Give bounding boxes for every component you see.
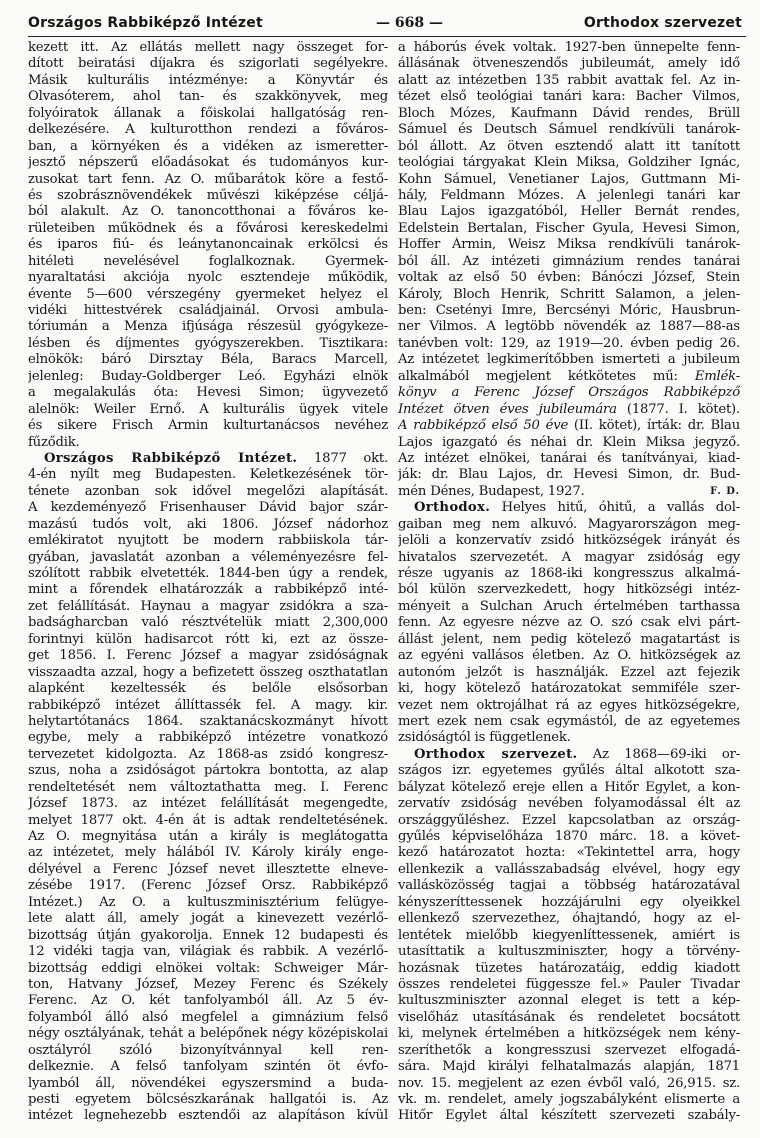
- right-column-line: állást jelent, nem pedig kötelező magatartást is: [398, 631, 740, 647]
- left-column-line: és iparos fiú- és leánytanoncainak erkölcsi és: [28, 237, 388, 253]
- right-column-line: a háborús évek voltak. 1927-ben ünnepelte fenn-: [398, 40, 740, 55]
- header-right-title: Orthodox szervezet: [583, 15, 742, 31]
- right-column-line: kező határozatot hozta: «Tekintettel arra, hogy: [398, 845, 740, 861]
- author-signature: F. D.: [710, 485, 740, 497]
- right-column-line: kultuszminiszter azonnal eleget is tett a kép-: [398, 993, 740, 1009]
- right-column-line: vezet nem oktrojálhat rá az egyes hitközségekre,: [398, 697, 740, 713]
- left-column-line: lyamból áll, növendékei egyszersmind a buda-: [28, 1075, 388, 1091]
- left-column-line: badságharcban való résztvételük miatt 2,300,000: [28, 615, 388, 631]
- left-column-line: pesti egyetem bölcsészkarának hallgatói is. Az: [28, 1092, 388, 1107]
- right-column-line: Hoffer Ármin, Weisz Miksa rendkívüli tanárok-: [398, 237, 740, 253]
- right-column-line: Edelstein Bertalan, Fischer Gyula, Hevesi Simon,: [398, 220, 740, 236]
- left-column-line: dított beiratási díjakra és szigorlati segélyekre.: [28, 56, 388, 72]
- right-column-line: bályzat kötelező ereje ellen a Hitőr Egylet, a kon-: [398, 779, 740, 795]
- right-column-line: Sámuel és Deutsch Sámuel rendkívüli tanárok-: [398, 122, 740, 138]
- left-column-line: bizottság eddigi elnökei voltak: Schweiger Már-: [28, 960, 388, 976]
- right-column-line: állásának ötveneszendős jubileumát, amely idő: [398, 56, 740, 72]
- left-column-line: Intézet.) Az O. a kultuszminisztérium felügye-: [28, 894, 388, 910]
- right-column-line: utasíttatik a kultuszminiszter, hogy a törvény-: [398, 944, 740, 960]
- right-column-line: ból külön szervezkedett, hogy hitközségi intéz-: [398, 582, 740, 598]
- left-column-line: elnökök: báró Dirsztay Béla, Baracs Marcell,: [28, 352, 388, 368]
- right-column-line: viselőház utasításának és rendeletet bocsátott: [398, 1009, 740, 1025]
- right-column-line: vallásközösség tagjai a többség határozatával: [398, 878, 740, 894]
- left-column-line: ton, Hatvany József, Mezey Ferenc és Székely: [28, 976, 388, 992]
- left-column-line: folyóiratok állanak a főiskolai hallgatóság ren-: [28, 105, 388, 121]
- left-column-line: zésébe 1917. (Ferenc József Orsz. Rabbiképző: [28, 878, 388, 894]
- right-column-line: Lajos igazgató és néhai dr. Klein Miksa jegyző.: [398, 434, 740, 450]
- right-column-line: gaiban meg nem alkuvó. Magyarországon meg-: [398, 516, 740, 532]
- right-column-line: voltak az első 50 évben: Bánóczi József, Stein: [398, 270, 740, 286]
- right-column-line: Hitőr Egylet által készített szervezeti szabály-: [398, 1108, 740, 1124]
- left-column-line: mint a főrendek elhatározzák a rabbiképző inté-: [28, 582, 388, 598]
- right-column-line: hály, Feldmann Mózes. A jelenlegi tanári kar: [398, 187, 740, 203]
- left-column-line: delkezésére. A kulturotthon rendezi a főváros-: [28, 122, 388, 138]
- right-column-line: gyűlés képviselőháza 1870 márc. 18. a követ-: [398, 829, 740, 844]
- left-column-line: és szobrásznövendékek művészi kiképzése céljá-: [28, 187, 388, 203]
- left-column-line: zet felállítását. Haynau a magyar zsidókra a sza-: [28, 598, 388, 614]
- left-column-line: visszaadta azzal, hogy a befizetett összeg oszthatatlan: [28, 664, 388, 680]
- left-column-line: A kezdeményező Frisenhauser Dávid bajor szár-: [28, 500, 388, 516]
- right-column-line: ból állott. Az ötven esztendő alatt itt tanított: [398, 138, 740, 154]
- left-column-line: tervezetet kidolgozta. Az 1868-as zsidó kongresz-: [28, 746, 388, 762]
- left-column-line: folyamból álló alsó megfelel a gimnázium felső: [28, 1009, 388, 1025]
- right-column-line: alkalmából megjelent kétkötetes mű: Emlék-: [398, 368, 740, 384]
- right-column-line: mén Dénes, Budapest, 1927. F. D.: [398, 483, 740, 499]
- right-column-line: Blau Lajos igazgatóból, Heller Bernát rendes,: [398, 204, 740, 220]
- left-column-line: fűződik.: [28, 434, 80, 450]
- right-column-line: Az intézetet legkimerítőbben ismerteti a jubileum: [398, 352, 740, 368]
- right-column-line: zervatív zsidóság nevében folyamodással élt az: [398, 796, 740, 812]
- left-column-line: rendeltetését nem változtathatta meg. I. Ferenc: [28, 779, 388, 795]
- left-column-line: Az O. megnyitása után a király is meglátogatta: [28, 829, 388, 844]
- left-column-line: a megalakulás óta: Hevesi Simon; ügyvezető: [28, 385, 388, 401]
- left-column-line: egybe, mely a rabbiképző intézetre vonatkozó: [28, 730, 388, 746]
- right-column-line: A rabbiképző első 50 éve (II. kötet), írták: dr. Blau: [398, 418, 740, 434]
- right-column-line: az egyéni vallásos életben. Az O. hitközségek az: [398, 648, 740, 664]
- right-column-line: sára. Majd királyi felhatalmazás alapján, 1871: [398, 1059, 740, 1075]
- left-column-line: melyet 1877 okt. 4-én át is adtak rendeltetésének.: [28, 812, 388, 828]
- right-column-line: Orthodox. Helyes hitű, óhitű, a vallás dol-: [414, 500, 740, 516]
- right-column-line: hivatalos szervezetét. A magyar zsidóság egy: [398, 549, 740, 565]
- left-column-line: tóriumán a Menza ifjúsága részesül gyógykeze-: [28, 319, 388, 335]
- right-column-line: szágos izr. egyetemes gyűlés által alkotott sza-: [398, 763, 740, 779]
- left-column-line: zusokat tart fenn. Az O. műbarátok köre a festő-: [28, 171, 388, 187]
- right-column-line: lentétek mielőbb kiegyenlíttessenek, amiért is: [398, 927, 740, 943]
- left-column-line: 4-én nyílt meg Budapesten. Keletkezésének tör-: [28, 467, 388, 483]
- left-column: [28, 40, 388, 1125]
- right-column-line: Bloch Mózes, Kaufmann Dávid rendes, Brüll: [398, 105, 740, 121]
- left-column-line: szus, noha a zsidóságot pártokra bontotta, az alap: [28, 763, 388, 779]
- left-column-line: delkeznie. A felső tanfolyam szintén öt évfo-: [28, 1059, 388, 1075]
- right-column-line: könyv a Ferenc József Országos Rabbiképző: [398, 385, 740, 401]
- left-column-line: négy osztályának, tehát a belépőnek négy középiskolai: [28, 1026, 388, 1042]
- header-left-title: Országos Rabbiképző Intézet: [28, 15, 263, 31]
- left-column-line: alelnök: Weiler Ernő. A kulturális ügyek vitele: [28, 401, 388, 417]
- right-column-line: része ugyanis az 1868-iki kongresszus alkalmá-: [398, 566, 740, 581]
- right-column-line: tanévben volt: 129, az 1919—20. évben pedig 26.: [398, 335, 740, 351]
- left-column-line: ból alakult. Az O. tanoncotthonai a főváros ke-: [28, 204, 388, 220]
- left-column-line: lete alatt áll, amely jogát a kinevezett vezérlő-: [28, 911, 388, 927]
- right-column-line: autonóm jelzőt is használják. Ezzel azt fejezik: [398, 664, 740, 680]
- right-column-line: szeríthetők a kongresszusi szervezet elfogadá-: [398, 1042, 740, 1058]
- left-column-line: osztályról szóló bizonyítvánnyal kell ren-: [28, 1042, 388, 1058]
- right-column-line: hozásnak tüzetes határozatáig, eddig kiadott: [398, 960, 740, 976]
- left-column-line: get 1856. I. Ferenc József a magyar zsidóságnak: [28, 648, 388, 664]
- right-column-line: ben: Csetényi Imre, Bercsényi Móric, Hausbrun-: [398, 303, 740, 318]
- right-column-line: ellenkezik a vallásszabadság elvével, hogy egy: [398, 861, 740, 877]
- left-column-line: évente 5—600 vérszegény gyermeket helyez el: [28, 286, 388, 302]
- left-column-line: József 1873. az intézet felállítását megengedte,: [28, 796, 388, 812]
- left-column-line: emlékiratot nyujtott be modern rabbiiskola tár-: [28, 533, 388, 549]
- left-column-line: délyével a Ferenc József nevet illesztette elneve-: [28, 861, 388, 877]
- left-column-line: és sikere Frisch Ármin kulturtanácsos nevéhez: [28, 418, 388, 434]
- right-column-line: ki, melynek értelmében a hitközségek nem kény-: [398, 1026, 740, 1042]
- left-column-line: kezett itt. Az ellátás mellett nagy összeget for-: [28, 40, 388, 55]
- left-column-line: bizottság útján gyakorolja. Ennek 12 budapesti és: [28, 927, 388, 943]
- left-column-line: jelenleg: Buday-Goldberger Leó. Egyházi elnök: [28, 368, 388, 384]
- right-column-line: ményeit a Sulchan Áruch értelmében tarthassa: [398, 598, 740, 614]
- left-column-line: Másik kulturális intézménye: a Könyvtár és: [28, 72, 388, 88]
- left-column-line: jesztő népszerű előadásokat és tudományos kur-: [28, 155, 388, 171]
- left-column-line: 12 vidéki tagja van, világiak és rabbik. A vezérlő-: [28, 944, 388, 960]
- left-column-line: rabbiképző intézet állíttassék fel. A magy. kir.: [28, 697, 388, 713]
- right-column-line: ellenkező szervezethez, óhajtandó, hogy az el-: [398, 911, 740, 927]
- left-column-line: Országos Rabbiképző Intézet. 1877 okt.: [44, 450, 388, 466]
- left-column-line: gyában, javaslatát azonban a véleményezésre fel-: [28, 549, 388, 565]
- left-column-line: mazású tudós volt, aki 1806. József nádorhoz: [28, 516, 388, 532]
- right-column-line: ner Vilmos. A legtöbb növendék az 1887—88-as: [398, 319, 740, 335]
- left-column-line: hitéleti nevelésével foglalkoznak. Gyermek-: [28, 253, 388, 269]
- left-column-line: lésben és díjmentes gyógyszerekben. Tisztikara:: [28, 335, 388, 351]
- right-column: [398, 40, 740, 1125]
- right-column-line: Az intézet elnökei, tanárai és tanítványai, kiad-: [398, 450, 740, 466]
- right-column-line: kényszeríttessenek hozzájárulni egy olyeikkel: [398, 894, 740, 910]
- left-column-line: forintnyi külön hadisarcot rótt ki, ezt az össze-: [28, 631, 388, 647]
- left-column-line: nyaraltatási akciója nyolc esztendeje működik,: [28, 270, 388, 286]
- left-column-line: Ferenc. Az O. két tanfolyamból áll. Az 5 év-: [28, 993, 388, 1009]
- left-column-line: rületeiben működnek és a fővárosi kereskedelmi: [28, 220, 388, 236]
- right-column-line: ják: dr. Blau Lajos, dr. Hevesi Simon, dr. Bud-: [398, 467, 740, 483]
- right-column-line: jelöli a konzervatív zsidó hitközségek irányát és: [398, 533, 740, 549]
- right-column-line: Kohn Sámuel, Venetianer Lajos, Guttmann Mi-: [398, 171, 740, 187]
- right-column-line: fenn. Az egyesre nézve az O. szó csak elvi párt-: [398, 615, 740, 631]
- left-column-line: intézet legnehezebb esztendői az alapításon kívül: [28, 1108, 388, 1124]
- left-column-line: ban, a környéken és a vidéken az ismeretter-: [28, 138, 388, 154]
- left-column-line: az intézetet, mely hálából IV. Károly király enge-: [28, 845, 388, 861]
- right-column-line: tézet első teológiai tanári kara: Bacher Vilmos,: [398, 89, 740, 105]
- running-header: [28, 12, 746, 37]
- left-column-line: szólított rabbik elvetették. 1844-ben úgy a rendek,: [28, 566, 388, 581]
- right-column-line: mert ezek nem csak egymástól, de az egyetemes: [398, 713, 740, 729]
- right-column-line: zsidóságtól is függetlenek.: [398, 730, 571, 746]
- right-column-line: alatt az intézetben 135 rabbit avattak fel. Az in-: [398, 72, 740, 88]
- left-column-line: vidéki hittestvérek családjainál. Orvosi ambula-: [28, 303, 388, 318]
- left-column-line: alapként kezeltessék és belőle elsősorban: [28, 681, 388, 697]
- right-column-line: Orthodox szervezet. Az 1868—69-iki or-: [414, 746, 740, 762]
- right-column-line: Károly, Bloch Henrik, Schritt Salamon, a jelen-: [398, 286, 740, 302]
- left-column-line: ténete azonban sok idővel megelőzi alapítását.: [28, 483, 388, 499]
- left-column-line: helytartótanács 1864. szaktanácskozmányt hívott: [28, 713, 388, 729]
- right-column-line: ból áll. Az intézeti gimnázium rendes tanárai: [398, 253, 740, 269]
- right-column-line: összes rendeletei függessze fel.» Pauler Tivadar: [398, 976, 740, 992]
- right-column-line: vk. m. rendelet, amely jogszabályként elismerte a: [398, 1092, 740, 1107]
- right-column-line: országgyűléshez. Ezzel kapcsolatban az ország-: [398, 812, 740, 828]
- right-column-line: nov. 15. megjelent az ezen évből való, 26,915. sz.: [398, 1075, 740, 1091]
- right-column-line: Intézet ötven éves jubileumára (1877. I. kötet).: [398, 401, 740, 417]
- left-column-line: Olvasóterem, ahol tan- és szakkönyvek, meg: [28, 89, 388, 105]
- right-column-line: ki, hogy kötelező határozatokat semmiféle szer-: [398, 681, 740, 697]
- page-number: — 668 —: [376, 15, 443, 31]
- right-column-line: teológiai tárgyakat Klein Miksa, Goldziher Ignác,: [398, 155, 740, 171]
